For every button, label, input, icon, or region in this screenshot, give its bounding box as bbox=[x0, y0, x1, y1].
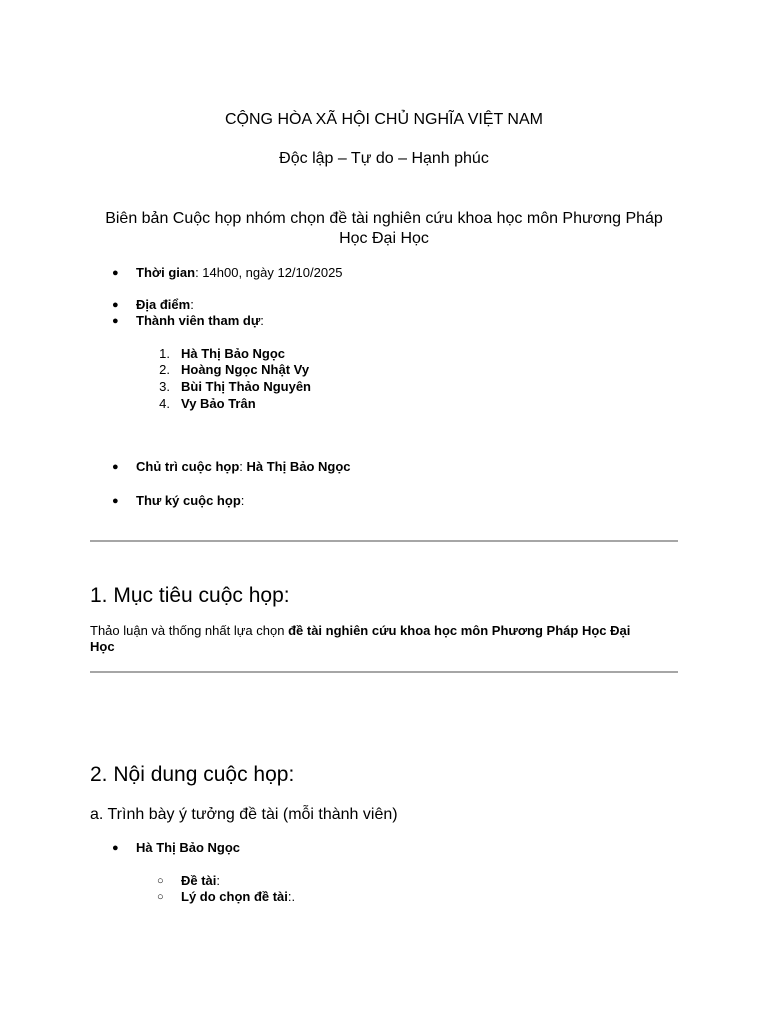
member-idea: Hà Thị Bảo Ngọc bbox=[136, 840, 241, 855]
members-label: Thành viên tham dự bbox=[136, 313, 261, 328]
horizontal-divider bbox=[90, 671, 678, 673]
list-number: 3. bbox=[159, 379, 170, 394]
time-value: : 14h00, ngày 12/10/2025 bbox=[195, 265, 343, 280]
bullet-icon: ● bbox=[112, 267, 119, 279]
topic-item: Đề tài: bbox=[181, 873, 221, 888]
document-title: Biên bản Cuộc họp nhóm chọn đề tài nghiên cứu khoa học môn Phương Pháp Học Đại Học bbox=[105, 210, 663, 247]
section2-subheading: a. Trình bày ý tưởng đề tài (mỗi thành viên) bbox=[90, 806, 398, 823]
bullet-icon: ● bbox=[112, 461, 119, 473]
info-chair: Chủ trì cuộc họp: Hà Thị Bảo Ngọc bbox=[136, 459, 351, 474]
list-number: 1. bbox=[159, 346, 170, 361]
place-value: : bbox=[190, 297, 194, 312]
place-label: Địa điểm bbox=[136, 297, 191, 312]
section2-heading: 2. Nội dung cuộc họp: bbox=[90, 763, 295, 786]
member-item: Vy Bảo Trân bbox=[181, 396, 256, 411]
member-item: Hoàng Ngọc Nhật Vy bbox=[181, 362, 310, 377]
member-item: Bùi Thị Thảo Nguyên bbox=[181, 379, 311, 394]
chair-label: Chủ trì cuộc họp bbox=[136, 459, 240, 474]
bullet-icon: ● bbox=[112, 299, 119, 311]
circle-bullet-icon: ○ bbox=[157, 891, 164, 903]
bullet-icon: ● bbox=[112, 315, 119, 327]
reason-item: Lý do chọn đề tài:. bbox=[181, 889, 296, 904]
section1-heading: 1. Mục tiêu cuộc họp: bbox=[90, 584, 290, 607]
info-members bbox=[136, 313, 264, 329]
bullet-icon: ● bbox=[112, 842, 119, 854]
section1-text: Thảo luận và thống nhất lựa chọn đề tài nghiên cứu khoa học môn Phương Pháp Học Đại bbox=[90, 623, 631, 638]
time-label: Thời gian bbox=[136, 265, 196, 280]
horizontal-divider bbox=[90, 540, 678, 542]
secretary-label: Thư ký cuộc họp bbox=[136, 493, 241, 508]
bullet-icon: ● bbox=[112, 495, 119, 507]
list-number: 2. bbox=[159, 362, 170, 377]
info-secretary bbox=[136, 493, 244, 509]
national-motto: Độc lập – Tự do – Hạnh phúc bbox=[279, 150, 489, 167]
member-item: Hà Thị Bảo Ngọc bbox=[181, 346, 286, 361]
chair-value: Hà Thị Bảo Ngọc bbox=[246, 459, 351, 474]
circle-bullet-icon: ○ bbox=[157, 875, 164, 887]
section1-text-line2: Học bbox=[90, 639, 115, 654]
list-number: 4. bbox=[159, 396, 170, 411]
national-title: CỘNG HÒA XÃ HỘI CHỦ NGHĨA VIỆT NAM bbox=[225, 111, 543, 128]
info-place bbox=[136, 297, 194, 313]
secretary-value: : bbox=[240, 493, 245, 508]
info-time bbox=[136, 265, 343, 281]
members-value: : bbox=[260, 313, 264, 328]
